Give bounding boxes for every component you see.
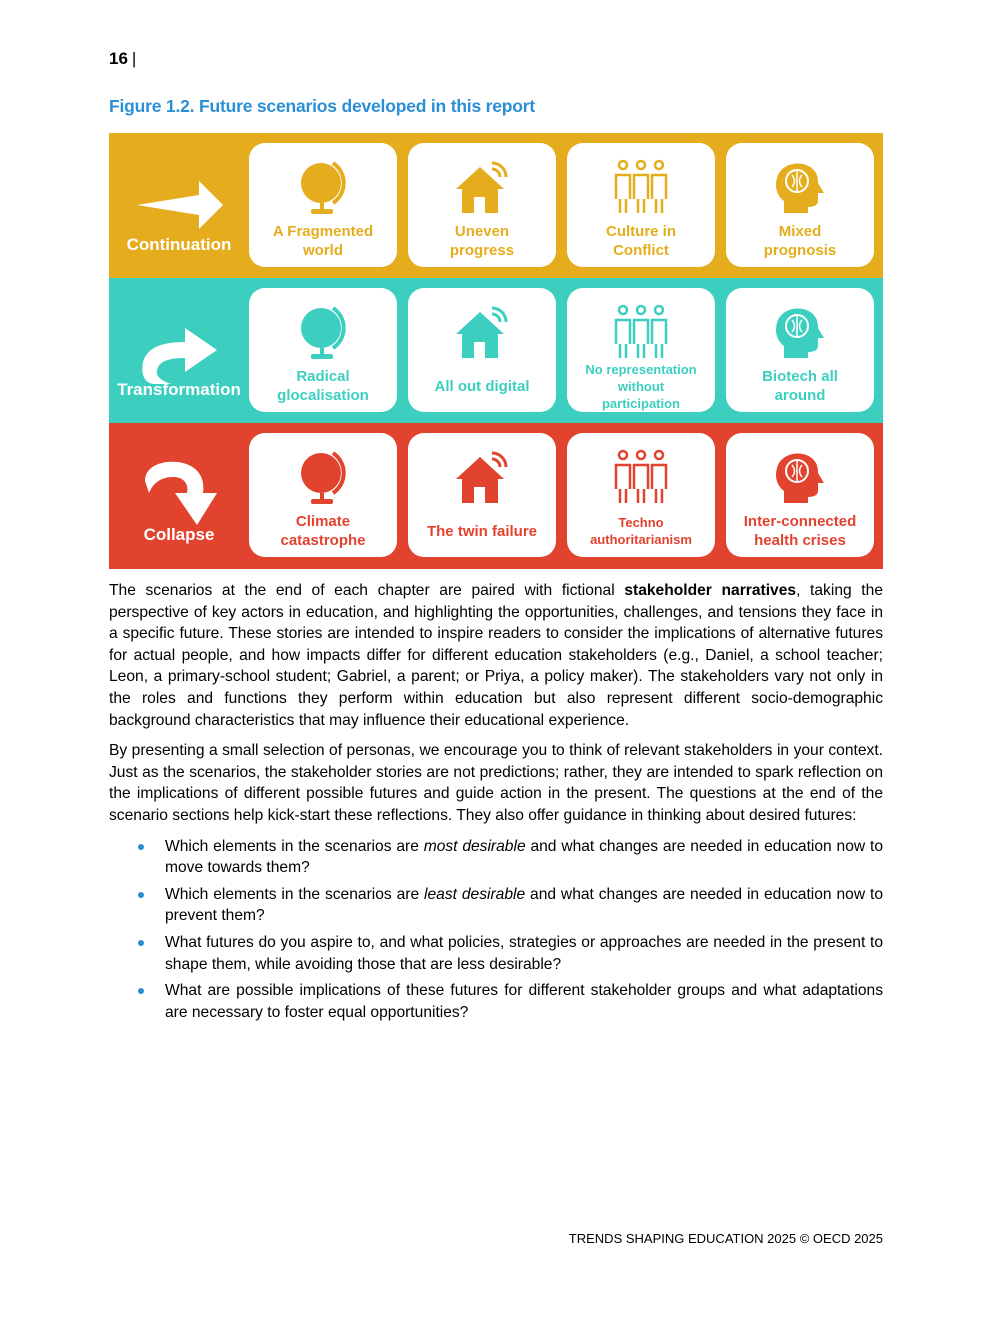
continuation-row	[109, 133, 883, 278]
scenario-label: The twin failure	[426, 522, 537, 540]
bold-term: stakeholder narratives	[624, 582, 797, 599]
scenario-label: Climate catastrophe	[280, 513, 366, 549]
scenario-label: No representation without participation	[585, 361, 697, 411]
list-item: What futures do you aspire to, and what policies, strategies or approaches are needed in the present to shape them, while avoiding those that are less desirable?	[109, 932, 883, 975]
globe-icon	[293, 302, 353, 362]
scenario-card	[249, 433, 397, 557]
question-list	[109, 836, 883, 1024]
scenario-label: Mixed prognosis	[763, 223, 837, 259]
scenario-label: Uneven progress	[449, 223, 515, 259]
house-wifi-icon	[452, 157, 512, 217]
continuation-label: Continuation	[126, 235, 232, 254]
brain-head-icon	[770, 302, 830, 362]
brain-head-icon	[770, 447, 830, 507]
arrow-uturn-icon	[141, 320, 221, 386]
page-footer: TRENDS SHAPING EDUCATION 2025 © OECD 2025	[568, 1231, 883, 1246]
house-wifi-icon	[452, 447, 512, 507]
collapse-label: Collapse	[143, 525, 215, 544]
transformation-label: Transformation	[117, 380, 241, 399]
scenario-label: Biotech all around	[762, 368, 838, 404]
scenario-card	[249, 143, 397, 267]
paragraph-stakeholder-narratives: The scenarios at the end of each chapter are paired with fictional stakeholder narratives, taking the perspective of key actors in education, and highlighting the opportunities, challenges, and tensions they face in a specific future. These stories are intended to inspire readers to consider the implications of alternative futures for actual people, and how impacts differ for different education stakeholders (e.g., Daniel, a school teacher; Leon, a primary-school student; Gabriel, a parent; or Priya, a policy maker). The stakeholders vary not only in the roles and functions they perform within education but also represent different socio-demographic background characteristics that may influence their educational experience.	[109, 582, 883, 729]
arrow-curve-down-icon	[141, 459, 221, 527]
scenario-label: Inter-connected health crises	[743, 513, 857, 549]
arrow-right-icon	[137, 181, 223, 229]
list-item: Which elements in the scenarios are most desirable and what changes are needed in education now to move towards them?	[109, 836, 883, 879]
house-wifi-icon	[452, 302, 512, 362]
scenario-label: Techno authoritarianism	[590, 515, 692, 547]
scenario-card	[249, 288, 397, 412]
scenario-card	[408, 288, 556, 412]
paragraph-personas: By presenting a small selection of personas, we encourage you to think of relevant stakeholders in your context. Just as the scenarios, the stakeholder stories are not predictions; rather, they are intended to spark reflection on the implications of different possible futures and guide action in the present. The questions at the end of the scenario sections help kick-start these reflections. They also offer guidance in thinking about desired futures:	[109, 742, 883, 824]
brain-head-icon	[770, 157, 830, 217]
scenario-figure	[109, 133, 883, 569]
globe-icon	[293, 157, 353, 217]
scenario-label: Radical glocalisation	[277, 368, 369, 404]
people-icon	[611, 447, 671, 507]
scenario-label: A Fragmented world	[272, 223, 374, 259]
scenario-card	[408, 143, 556, 267]
page-number-value: 16	[109, 49, 128, 68]
scenario-card	[726, 143, 874, 267]
body-text	[109, 580, 883, 1028]
scenario-card	[726, 288, 874, 412]
scenario-card	[408, 433, 556, 557]
list-item: What are possible implications of these futures for different stakeholder groups and what adaptations are necessary to foster equal opportunities?	[109, 980, 883, 1023]
list-item: Which elements in the scenarios are least desirable and what changes are needed in education now to prevent them?	[109, 884, 883, 927]
scenario-card	[567, 433, 715, 557]
scenario-card	[726, 433, 874, 557]
page-number-separator: |	[131, 49, 137, 68]
page-number	[109, 49, 136, 69]
scenario-label: All out digital	[434, 377, 530, 395]
collapse-row	[109, 423, 883, 569]
figure-title: Figure 1.2. Future scenarios developed in this report	[109, 96, 536, 116]
transformation-row	[109, 278, 883, 423]
scenario-card	[567, 143, 715, 267]
people-icon	[611, 157, 671, 217]
scenario-label: Culture in Conflict	[606, 223, 676, 259]
people-icon	[611, 302, 671, 362]
scenario-card	[567, 288, 715, 412]
globe-icon	[293, 447, 353, 507]
